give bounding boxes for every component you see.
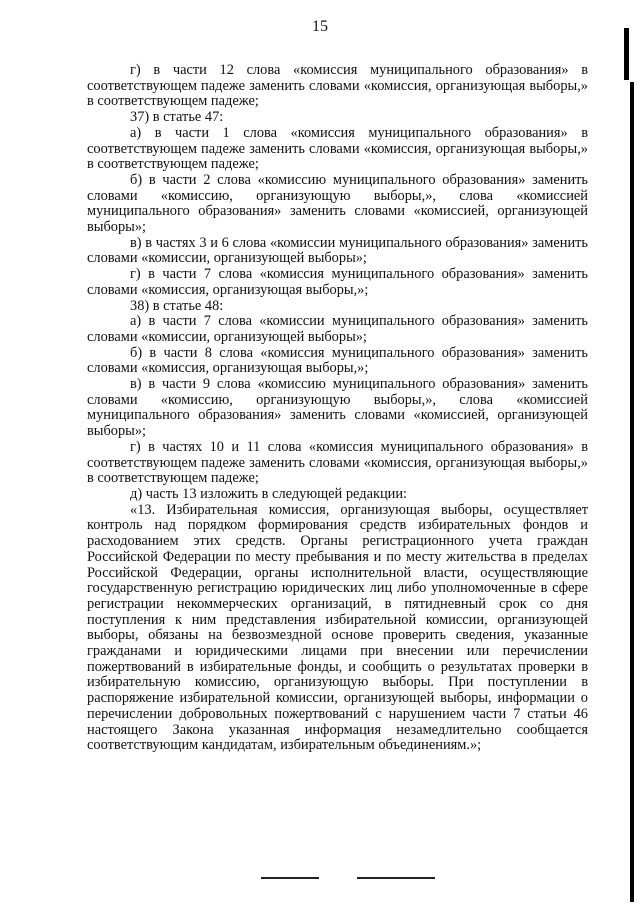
page-number: 15 [312, 18, 328, 35]
paragraph-37v: в) в частях 3 и 6 слова «комиссии муниципального образования» заменить словами «комиссии, организующей выборы»; [87, 234, 588, 267]
paragraph-38-heading: 38) в статье 48: [130, 297, 224, 314]
footer-rule-left [261, 877, 319, 879]
paragraph-part-13-text: «13. Избирательная комиссия, организующая выборы, осуществляет контроль над порядком формирования средств избирательных фондов и расходованием этих средств. Органы регистрационного учета граждан Российской Федерации по месту пребывания и по месту жительства в пределах Российской Федерации, органы исполнительной власти, осуществляющие государственную регистрацию юридических лиц либо уполномоченные в сфере регистрации некоммерческих организаций, в пятидневный срок со дня поступления к ним представления избирательной комиссии, организующей выборы, обязаны на безвозмездной основе проверить сведения, указанные гражданами и юридическими лицами при внесении или перечислении пожертвований в избирательные фонды, и сообщить о результатах проверки в избирательную комиссию, организующую выборы. При поступлении в распоряжение избирательной комиссии, организующей выборы, информации о перечислении добровольных пожертвований с нарушением части 7 статьи 46 настоящего Закона указанная информация незамедлительно сообщается соответствующим кандидатам, избирательным объединениям.»; [87, 501, 588, 754]
paragraph-37b: б) в части 2 слова «комиссию муниципального образования» заменить словами «комиссию, организующую выборы,», слова «комиссией муниципального образования» заменить словами «комиссией, организующей выборы»; [87, 171, 588, 236]
footer-rule-right [357, 877, 435, 879]
scan-edge-mark-top [624, 28, 629, 80]
scan-edge-bar-right [630, 82, 634, 902]
paragraph-38a: а) в части 7 слова «комиссии муниципального образования» заменить словами «комиссии, организующей выборы»; [87, 313, 588, 345]
paragraph-38b: б) в части 8 слова «комиссия муниципального образования» заменить словами «комиссия, организующая выборы,»; [87, 344, 588, 377]
paragraph-37g: г) в части 7 слова «комиссия муниципального образования» заменить словами «комиссия, организующая выборы,»; [87, 266, 588, 298]
document-body [87, 63, 588, 754]
paragraph-36g: г) в части 12 слова «комиссия муниципального образования» в соответствующем падеже заменить словами «комиссия, организующая выборы,» в соответствующем падеже; [87, 62, 588, 110]
paragraph-38v: в) в части 9 слова «комиссию муниципального образования» заменить словами «комиссию, организующую выборы,», слова «комиссией муниципального образования» заменить словами «комиссией, организующей выборы»; [87, 376, 588, 440]
paragraph-38d: д) часть 13 изложить в следующей редакции: [130, 485, 408, 502]
paragraph-38g: г) в частях 10 и 11 слова «комиссия муниципального образования» в соответствующем падеже заменить словами «комиссия, организующая выборы,» в соответствующем падеже; [87, 438, 588, 487]
paragraph-37a: а) в части 1 слова «комиссия муниципального образования» в соответствующем падеже заменить словами «комиссия, организующая выборы,» в соответствующем падеже; [87, 124, 588, 173]
paragraph-37-heading: 37) в статье 47: [130, 109, 224, 126]
